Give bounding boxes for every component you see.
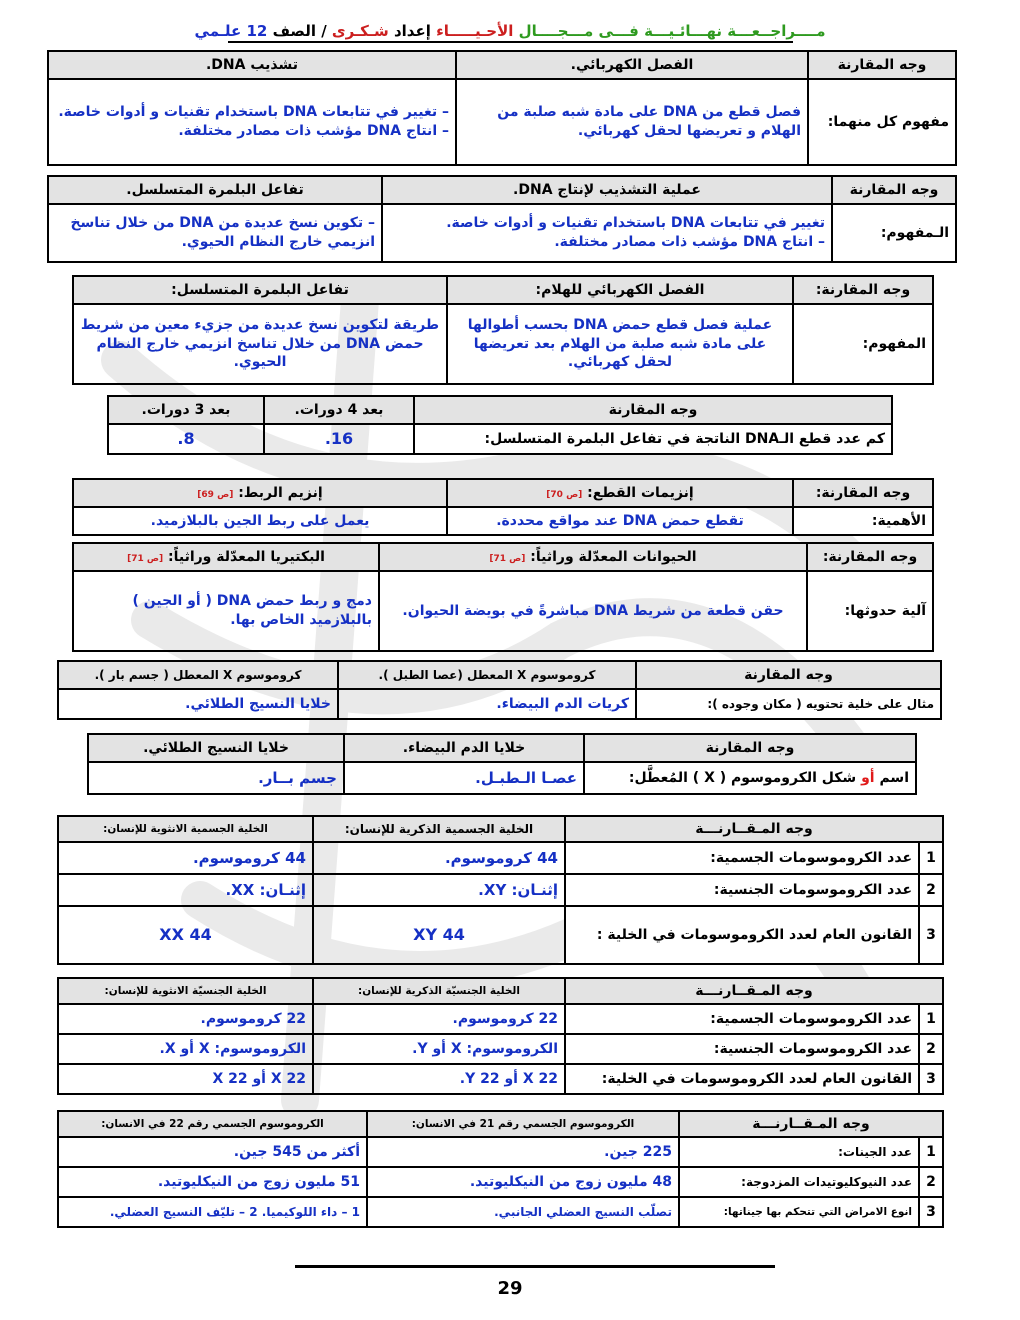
header-cell: وجه المقارنة [636,661,941,689]
row-label: عدد الكروموسومات الجنسية: [565,874,919,906]
row-label: عدد الجينات: [679,1137,919,1167]
cell-value: دمج و ربط حمض DNA ( أو الجين ) بالبلازميد الخاص بها. [73,571,379,651]
cell-value: خلايا النسيج الطلائي. [58,689,338,719]
header-grade-label: / الصف [267,22,332,40]
cell-value: كريات الدم البيضاء. [338,689,636,719]
comparison-table-6 [72,542,934,652]
table-row [58,1137,943,1167]
header-cell: كروموسوم X المعطل (عصا الطبل ). [338,661,636,689]
row-label: الأهمية: [793,507,933,535]
comparison-table-4 [107,395,893,455]
header-cell [73,479,447,507]
row-number: 1 [919,842,943,874]
cell-value: 51 مليون زوج من النيكليوتيد. [58,1167,367,1197]
cell-line: – انتاج DNA مؤشب ذات مصادر مختلفة. [178,123,449,139]
table-header-row [73,276,933,304]
cell-value: إثنـان: XX. [58,874,313,906]
table-header-row [73,543,933,571]
row-label: عدد الكروموسومات الجسمية: [565,1004,919,1034]
cell-value: 48 مليون زوج من النيكليوتيد. [367,1167,679,1197]
comparison-table-10 [57,977,944,1095]
cell-value: XY 44 [313,906,565,964]
comparison-table-11 [57,1110,944,1228]
header-cell: الفصل الكهربائي. [456,51,808,79]
cell-value: 22 كروموسوم. [313,1004,565,1034]
header-cell [73,543,379,571]
cell-value: 225 جين. [367,1137,679,1167]
row-label: مثال على خلية تحتويه ( مكان وجوده ): [636,689,941,719]
header-cell: وجه المقارنة [808,51,956,79]
cell-value: طريقة لتكوين نسخ عديدة من جزيء معين من شريط حمض DNA من خلال تناسخ انزيمي خارج النظام الحيوي. [73,304,447,384]
table-header-row [58,1111,943,1137]
header-cell [379,543,807,571]
header-subject: الأحـيـــــاء [436,22,514,40]
cell-value: فصل قطع من DNA على مادة شبه صلبة من الهلام و تعريضها لحقل كهربائي. [456,79,808,165]
cell-line: تغيير في تتابعات DNA باستخدام تقنيات و أدوات خاصة. [446,215,825,232]
header-cell: وجه المـقــارنـــة [565,816,943,842]
cell-value: – تكوين نسخ عديدة من DNA من خلال تناسخ انزيمي خارج النظام الحيوي. [48,204,382,262]
cell-value: يعمل على ربط الجين بالبلازميد. [73,507,447,535]
header-cell: الخلية الجنسيّة الانثوية للإنسان: [58,978,313,1004]
row-label: كم عدد قطع الـDNA الناتجة في تفاعل البلمرة المتسلسل: [414,424,892,454]
table-row [58,842,943,874]
cell-value: حقن قطعة من شريط DNA مباشرةً في بويضة الحيوان. [379,571,807,651]
cell-value: 8. [108,424,264,454]
comparison-table-2 [47,175,957,263]
table-header-row [108,396,892,424]
header-cell: الفصل الكهربائي للهلام: [447,276,793,304]
footer-divider [295,1265,775,1268]
row-number: 2 [919,1034,943,1064]
header-cell: تفاعل البلمرة المتسلسل. [48,176,382,204]
header-text: إنزيمات القطع: [587,484,694,501]
header-cell [447,479,793,507]
header-cell: كروموسوم X المعطل ( جسم بار ). [58,661,338,689]
row-label: انوع الامراض التي تتحكم بها جيناتها: [679,1197,919,1227]
header-cell: وجه المقارنة [832,176,956,204]
header-cell: الكروموسوم الجسمي رقم 21 في الانسان: [367,1111,679,1137]
row-label: عدد النيوكليوتيدات المزدوجة: [679,1167,919,1197]
header-cell: تشذيب DNA. [48,51,456,79]
row-label: عدد الكروموسومات الجنسية: [565,1034,919,1064]
cell-value: XX 44 [58,906,313,964]
cell-value [48,79,456,165]
row-label: آلية حدوثها: [807,571,933,651]
row-label: الـمفهوم: [832,204,956,262]
table-header-row [58,661,941,689]
cell-value: عملية فصل قطع حمض DNA بحسب أطوالها على مادة شبه صلبة من الهلام بعد تعريضها لحقل كهربائي. [447,304,793,384]
row-label: مفهوم كل منهما: [808,79,956,165]
header-cell: وجه المقارنة: [793,479,933,507]
row-number: 1 [919,1004,943,1034]
header-cell: تفاعل البلمرة المتسلسل: [73,276,447,304]
header-cell: عملية التشذيب لإنتاج DNA. [382,176,832,204]
row-label: المفهوم: [793,304,933,384]
table-row [73,571,933,651]
table-row [58,1004,943,1034]
cell-value: 22 كروموسوم. [58,1004,313,1034]
header-text: البكتيريا المعدّلة وراثياً: [168,548,325,565]
comparison-table-8 [87,733,917,795]
row-label: القانون العام لعدد الكروموسومات في الخلية: [565,1064,919,1094]
cell-value: 16. [264,424,414,454]
header-text: إنزيم الربط: [238,484,323,501]
header-cell: الخلية الجسمية الذكرية للإنسان: [313,816,565,842]
header-cell: وجه المقارنة [414,396,892,424]
row-number: 2 [919,1167,943,1197]
page-reference: [ص 71] [127,553,164,564]
header-cell: الكروموسوم الجسمي رقم 22 في الانسان: [58,1111,367,1137]
table-row [58,1197,943,1227]
table-row [58,906,943,964]
cell-value: عصـا الـطبـل. [344,762,584,794]
header-cell: وجه المقارنة: [793,276,933,304]
table-row [73,304,933,384]
row-number: 1 [919,1137,943,1167]
label-part: شكل الكروموسوم ( X ) المُعطَّل: [628,769,862,786]
header-cell: وجه المـقــارنـــة [679,1111,943,1137]
comparison-table-9 [57,815,944,965]
header-author: شـكـرى [331,22,389,40]
table-row [58,1034,943,1064]
cell-value: جسم بــار. [88,762,344,794]
table-header-row [88,734,916,762]
cell-value: 44 كروموسوم. [313,842,565,874]
row-label: القانون العام لعدد الكروموسومات في الخلية : [565,906,919,964]
header-text: الحيوانات المعدّلة وراثياً: [530,548,697,565]
table-header-row [73,479,933,507]
page-reference: [ص 71] [489,553,526,564]
row-label: عدد الكروموسومات الجسمية: [565,842,919,874]
cell-value [382,204,832,262]
page-number: 29 [497,1278,523,1299]
header-grade: 12 علـمي [194,22,268,40]
page-reference: [ص 70] [546,489,583,500]
header-cell: وجه المقارنة [584,734,916,762]
row-number: 3 [919,906,943,964]
page-header [0,22,1020,40]
table-row [48,79,956,165]
table-header-row [58,978,943,1004]
header-prepared-by: إعداد [388,22,437,40]
table-header-row [48,51,956,79]
header-cell: خلايا الدم البيضاء. [344,734,584,762]
cell-value: الكروموسوم: X أو X. [58,1034,313,1064]
table-row [48,204,956,262]
table-row [58,1167,943,1197]
cell-value: الكروموسوم: X أو Y. [313,1034,565,1064]
header-underline [228,41,793,43]
row-label [584,762,916,794]
comparison-table-7 [57,660,942,720]
header-cell: خلايا النسيج الطلائي. [88,734,344,762]
cell-value: تصلّب النسيج العضلي الجانبي. [367,1197,679,1227]
row-number: 3 [919,1197,943,1227]
label-or: أو [861,769,875,786]
table-row [58,1064,943,1094]
table-row [73,507,933,535]
header-title: مــــراجــعـــة نهـــائـيـــة فـــى مـــجــــال [513,22,826,40]
label-part: اسم [874,769,909,786]
row-number: 2 [919,874,943,906]
cell-value: أكثر من 545 جين. [58,1137,367,1167]
cell-value: 22 X أو 22 Y. [313,1064,565,1094]
header-cell: بعد 4 دورات. [264,396,414,424]
header-cell: وجه المـقــارنـــة [565,978,943,1004]
cell-value: 44 كروموسوم. [58,842,313,874]
header-cell: الخلية الجسمية الانثوية للإنسان: [58,816,313,842]
table-row [58,689,941,719]
cell-line: – تغيير في تتابعات DNA باستخدام تقنيات و أدوات خاصة. [58,104,449,121]
header-cell: بعد 3 دورات. [108,396,264,424]
comparison-table-1 [47,50,957,166]
table-row [88,762,916,794]
row-number: 3 [919,1064,943,1094]
cell-line: – انتاج DNA مؤشب ذات مصادر مختلفة. [554,234,825,250]
comparison-table-5 [72,478,934,536]
table-header-row [48,176,956,204]
comparison-table-3 [72,275,934,385]
cell-value: تقطع حمض DNA عند مواقع محددة. [447,507,793,535]
table-row [58,874,943,906]
cell-value: 22 X أو 22 X [58,1064,313,1094]
cell-value: إثنـان: XY. [313,874,565,906]
header-cell: وجه المقارنة: [807,543,933,571]
table-row [108,424,892,454]
page-reference: [ص 69] [197,489,234,500]
table-header-row [58,816,943,842]
cell-value: 1 – داء اللوكيميا. 2 – تليّف النسيج العضلي. [58,1197,367,1227]
header-cell: الخلية الجنسيّة الذكرية للإنسان: [313,978,565,1004]
